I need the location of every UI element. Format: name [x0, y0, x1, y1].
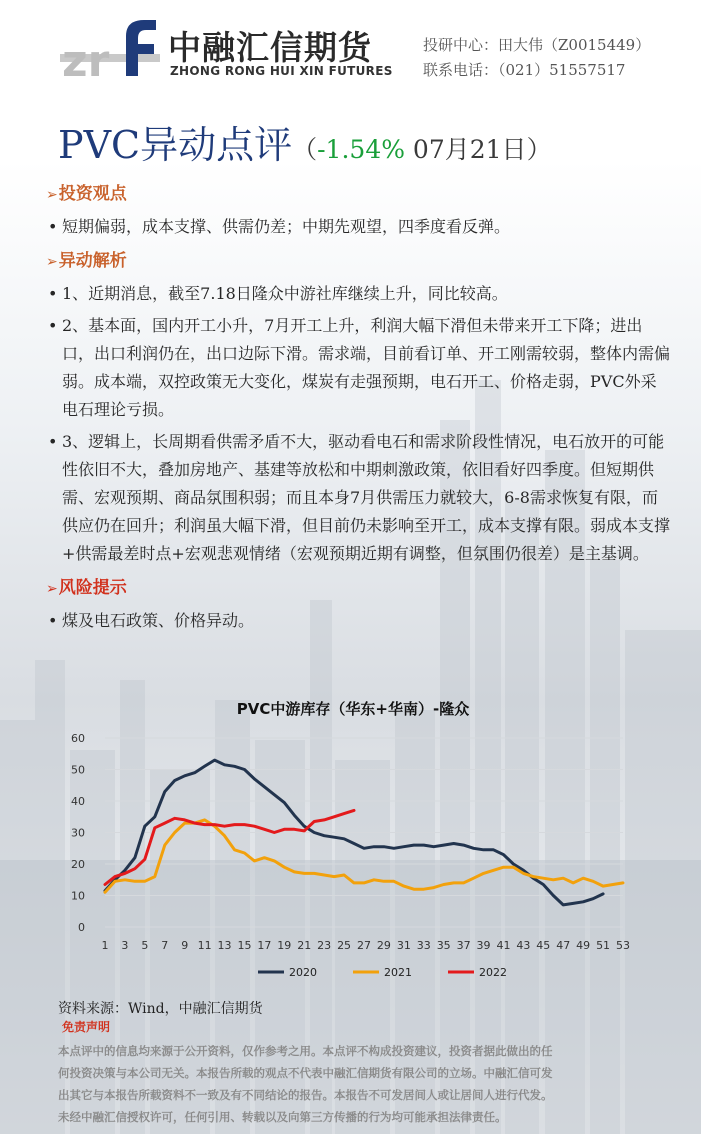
x-tick-label: 3 [121, 939, 129, 952]
x-tick-label: 33 [416, 939, 431, 952]
logo-chinese-name: 中融汇信期货 [168, 28, 372, 67]
x-tick-label: 17 [257, 939, 272, 952]
logo-english-name: ZHONG RONG HUI XIN FUTURES [170, 64, 393, 78]
disclaimer-line: 未经中融汇信授权许可，任何引用、转载以及向第三方传播的行为均可能承担法律责任。 [58, 1110, 507, 1124]
title-main: PVC异动点评 [58, 123, 293, 167]
list-item-text: 3、逻辑上，长周期看供需矛盾不大，驱动看电石和需求阶段性情况，电石放开的可能性依旧不大，叠加房地产、基建等放松和中期刺激政策，依旧看好四季度。但短期供需、宏观预期、商品氛围积弱；而且本身7月供需压力就较大，6-8需求恢复有限，而供应仍在回升；利润虽大幅下滑，但目前仍未影响至开工，成本支撑有限。弱成本支撑+供需最差时点+宏观悲观情绪（宏观预期近期有调整，但氛围仍很差）是主基调。 [62, 432, 671, 563]
x-tick-label: 23 [317, 939, 332, 952]
chart-title: PVC中游库存（华东+华南）-隆众 [236, 700, 470, 718]
x-tick-label: 25 [337, 939, 352, 952]
section-title: 风险提示 [58, 578, 127, 598]
x-tick-label: 11 [197, 939, 212, 952]
contact-analyst: 投研中心：田大伟（Z0015449） [423, 36, 651, 54]
bullet-icon: • [48, 284, 58, 303]
legend-label-2022: 2022 [479, 966, 507, 979]
x-tick-label: 13 [217, 939, 232, 952]
x-tick-label: 27 [357, 939, 371, 952]
list-item [48, 280, 671, 308]
commentary-body [46, 180, 671, 635]
disclaimer-line: 本点评中的信息均来源于公开资料，仅作参考之用。本点评不构成投资建议，投资者据此做出的任 [58, 1044, 553, 1058]
arrow-icon: ➢ [46, 254, 58, 270]
x-tick-label: 1 [101, 939, 109, 952]
y-tick-label: 60 [71, 732, 85, 745]
section-anomaly-analysis [46, 247, 671, 276]
y-tick-label: 30 [71, 826, 85, 840]
section-title: 异动解析 [58, 251, 127, 271]
list-item [48, 213, 671, 241]
x-tick-label: 31 [396, 939, 411, 952]
list-item-text: 煤及电石政策、价格异动。 [62, 611, 255, 630]
section-investment-view [46, 180, 671, 209]
x-tick-label: 45 [536, 939, 551, 952]
x-tick-label: 7 [161, 939, 169, 952]
arrow-icon: ➢ [46, 187, 58, 203]
bullet-icon: • [48, 432, 58, 451]
bullet-icon: • [48, 611, 58, 630]
list-item-text: 1、近期消息，截至7.18日隆众中游社库继续上升，同比较高。 [62, 284, 508, 303]
arrow-icon: ➢ [46, 581, 58, 597]
x-tick-label: 43 [516, 939, 531, 952]
inventory-line-chart [48, 690, 658, 990]
title-date: 07月21日 [404, 135, 527, 164]
y-tick-label: 20 [71, 858, 85, 871]
y-tick-label: 50 [71, 763, 85, 777]
list-item [48, 607, 671, 635]
zrhx-logo-icon [60, 14, 160, 80]
x-tick-label: 49 [576, 939, 591, 952]
x-tick-label: 19 [277, 939, 292, 952]
list-item [48, 428, 671, 568]
report-header [0, 0, 701, 95]
page-title [58, 114, 552, 169]
section-risk-warning [46, 574, 671, 603]
x-tick-label: 47 [556, 939, 571, 952]
x-tick-label: 41 [496, 939, 511, 952]
x-tick-label: 53 [616, 939, 630, 952]
title-paren-close: ） [526, 135, 552, 164]
svg-text:zr: zr [62, 36, 110, 80]
disclaimer-text [58, 1040, 658, 1128]
bullet-icon: • [48, 316, 58, 335]
contact-info [423, 33, 650, 83]
title-paren-open: （ [292, 135, 318, 164]
y-tick-label: 10 [71, 889, 85, 903]
legend-label-2021: 2021 [384, 966, 412, 979]
list-item-text: 短期偏弱，成本支撑、供需仍差；中期先观望，四季度看反弹。 [62, 217, 511, 236]
contact-phone: 联系电话：（021）51557517 [423, 61, 626, 79]
disclaimer-title: 免责声明 [62, 1020, 111, 1034]
disclaimer-line: 出其它与本报告所载资料不一致及有不同结论的报告。本报告不可发居间人或让居间人进行代发。 [58, 1088, 553, 1102]
x-tick-label: 51 [596, 939, 611, 952]
x-tick-label: 5 [141, 939, 149, 952]
list-item [48, 312, 671, 424]
x-tick-label: 21 [297, 939, 312, 952]
price-change: -1.54% [317, 135, 405, 164]
section-title: 投资观点 [58, 184, 127, 204]
y-tick-label: 40 [71, 795, 85, 808]
x-tick-label: 9 [181, 939, 189, 952]
x-tick-label: 29 [376, 939, 391, 952]
x-tick-label: 39 [476, 939, 491, 952]
x-tick-label: 37 [456, 939, 471, 952]
list-item-text: 2、基本面，国内开工小升，7月开工上升，利润大幅下滑但未带来开工下降；进出口，出口利润仍在，出口边际下滑。需求端，目前看订单、开工刚需较弱，整体内需偏弱。成本端，双控政策无大变化，煤炭有走强预期，电石开工、价格走弱，PVC外采电石理论亏损。 [62, 316, 671, 419]
series-line-2021 [105, 820, 623, 892]
x-tick-label: 35 [436, 939, 451, 952]
data-source: 资料来源：Wind，中融汇信期货 [58, 1001, 263, 1017]
legend-label-2020: 2020 [289, 966, 317, 979]
y-tick-label: 0 [78, 921, 85, 934]
disclaimer-line: 何投资决策与本公司无关。本报告所载的观点不代表中融汇信期货有限公司的立场。中融汇信可发 [58, 1066, 553, 1080]
x-tick-label: 15 [237, 939, 252, 952]
bullet-icon: • [48, 217, 58, 236]
